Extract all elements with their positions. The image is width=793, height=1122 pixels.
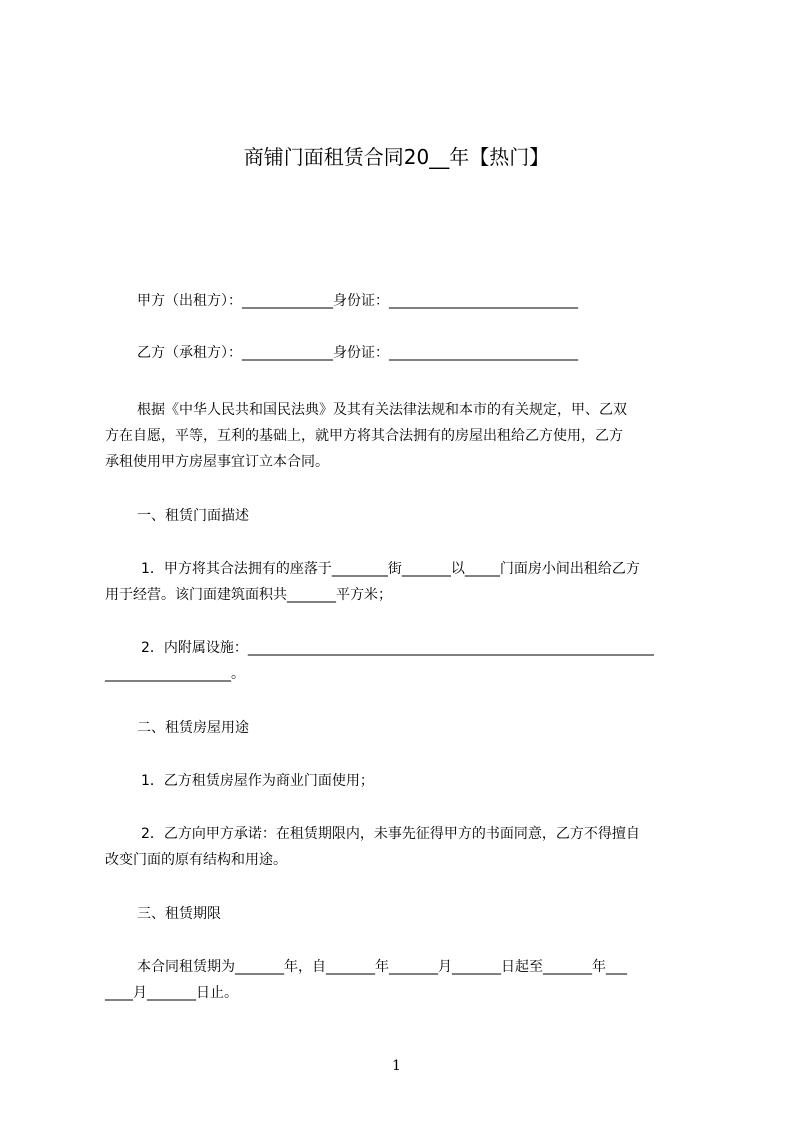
section-3-line-2: ____月_______日止。 — [105, 985, 238, 1001]
party-b-line: 乙方（承租方）：_____________身份证：___________________________ — [137, 345, 578, 361]
section-2-item-2-line-2: 改变门面的原有结构和用途。 — [105, 852, 287, 868]
intro-line-3: 承租使用甲方房屋事宜订立本合同。 — [105, 454, 329, 470]
party-a-line: 甲方（出租方）：_____________身份证：___________________________ — [137, 293, 578, 309]
section-1-item-2-line-2: __________________。 — [105, 666, 245, 682]
document-title: 商铺门面租赁合同20__年【热门】 — [243, 145, 550, 169]
section-1-item-2-line-1: 2．内附属设施：__________________________________________________________ — [141, 640, 654, 656]
section-2-heading: 二、租赁房屋用途 — [137, 720, 249, 736]
section-3-heading: 三、租赁期限 — [137, 906, 221, 922]
section-1-item-1-line-1: 1．甲方将其合法拥有的座落于________街_______以_____门面房小间出租给乙方 — [141, 561, 640, 577]
section-1-item-1-line-2: 用于经营。该门面建筑面积共_______平方米； — [105, 587, 392, 603]
section-1-heading: 一、租赁门面描述 — [137, 508, 249, 524]
section-2-item-2-line-1: 2．乙方向甲方承诺：在租赁期限内，未事先征得甲方的书面同意，乙方不得擅自 — [141, 826, 640, 842]
section-2-item-1: 1．乙方租赁房屋作为商业门面使用； — [141, 773, 374, 789]
intro-line-2: 方在自愿，平等，互利的基础上，就甲方将其合法拥有的房屋出租给乙方使用，乙方 — [105, 428, 623, 444]
page-number: 1 — [392, 1058, 401, 1074]
intro-line-1: 根据《中华人民共和国民法典》及其有关法律法规和本市的有关规定，甲、乙双 — [137, 402, 627, 418]
section-3-line-1: 本合同租赁期为_______年，自_______年_______月_______日起至_______年___ — [137, 959, 627, 975]
